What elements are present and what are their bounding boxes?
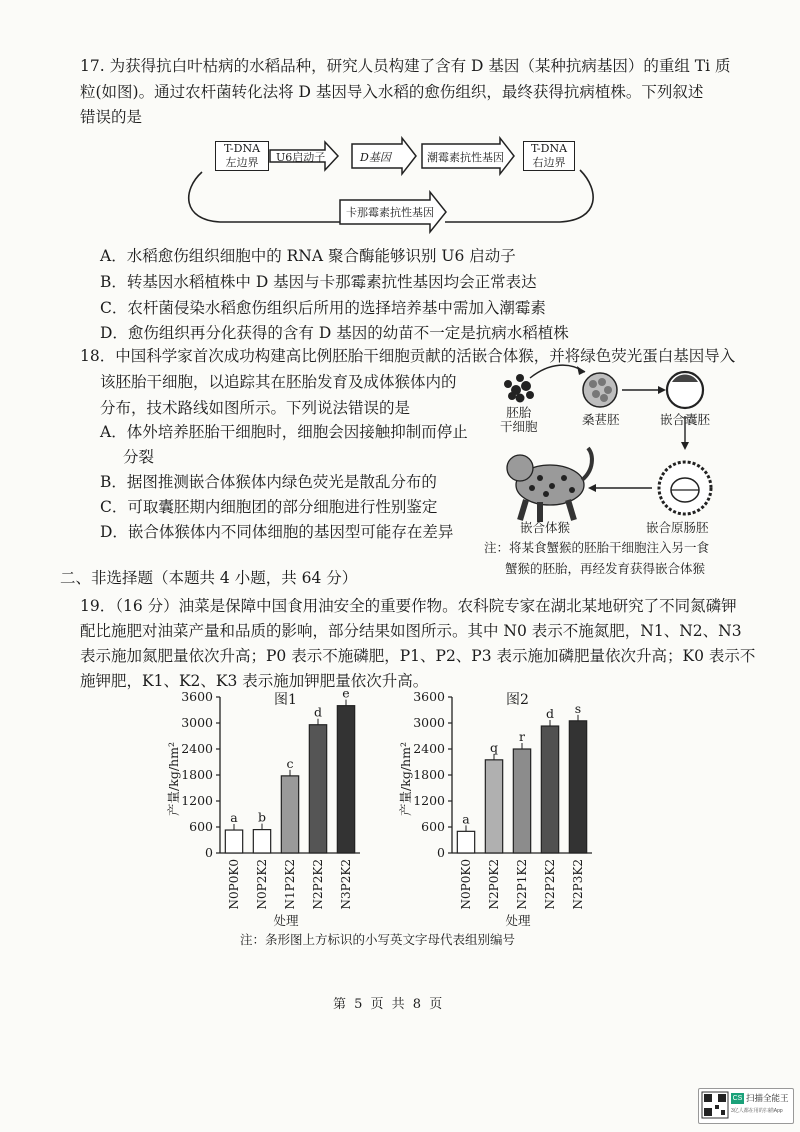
watermark-name: 扫描全能王 [746, 1093, 789, 1103]
tdna-right-label2: 右边界 [532, 156, 566, 169]
stem-cell-label [500, 406, 538, 434]
y-tick-label: 1800 [413, 767, 445, 782]
x-tick-label: N2P2K2 [543, 859, 557, 910]
chart-note: 注：条形图上方标识的小写英文字母代表组别编号 [240, 932, 516, 947]
q19-stem-line2: 配比施肥对油菜产量和品质的影响，部分结果如图所示。其中 N0 表示不施氮肥，N1、N2、N3 [80, 622, 742, 640]
q19-stem-line4: 施钾肥，K1、K2、K3 表示施加钾肥量依次升高。 [80, 672, 429, 690]
x-tick-label: N2P3K2 [571, 859, 585, 910]
gastrula-label: 嵌合原肠胚 [646, 520, 709, 535]
y-tick-label: 0 [437, 845, 445, 860]
bar [253, 830, 270, 853]
morula-label: 桑葚胚 [582, 412, 620, 427]
chimeric-monkey-icon [507, 448, 592, 522]
bar-label: r [519, 729, 525, 744]
chart-title: 图2 [506, 692, 529, 708]
x-tick-label: N3P2K2 [339, 859, 353, 910]
bar-label: c [286, 755, 294, 771]
q18-option-d: D．嵌合体猴体内不同体细胞的基因型可能存在差异 [100, 523, 454, 541]
figure-note-line2: 蟹猴的胚胎，再经发育获得嵌合体猴 [505, 561, 706, 576]
q17-option-b: B．转基因水稻植株中 D 基因与卡那霉素抗性基因均会正常表达 [100, 273, 537, 291]
gastrula-icon [659, 462, 711, 514]
bar [513, 749, 530, 853]
q18-stem-line1: 18．中国科学家首次成功构建高比例胚胎干细胞贡献的活嵌合体猴，并将绿色荧光蛋白基因导入 [80, 347, 736, 365]
stem-cell-cluster-icon [504, 374, 534, 403]
chart-fig2 [400, 690, 610, 930]
x-tick-label: N2P2K2 [311, 859, 325, 910]
figure-note-line1: 注：将某食蟹猴的胚胎干细胞注入另一食 [484, 540, 710, 555]
tdna-left-label1: T-DNA [223, 142, 261, 155]
bar-label: b [257, 809, 267, 825]
u6-promoter-label: U6启动子 [276, 151, 326, 164]
y-tick-label: 3600 [181, 689, 213, 704]
q17-option-a: A．水稻愈伤组织细胞中的 RNA 聚合酶能够识别 U6 启动子 [100, 247, 516, 265]
x-tick-label: N0P0K0 [227, 859, 241, 910]
bar [225, 830, 242, 853]
bar-label: a [462, 811, 470, 827]
q17-stem-line1: 17. 为获得抗白叶枯病的水稻品种，研究人员构建了含有 D 基因（某种抗病基因）的重组 Ti 质 [80, 57, 731, 75]
q19-stem-line3: 表示施加氮肥量依次升高；P0 表示不施磷肥，P1、P2、P3 表示施加磷肥量依次升高；K0 表示不 [80, 647, 756, 665]
bar [569, 721, 586, 853]
y-axis-label: 产量/kg/hm² [166, 742, 181, 816]
tdna-right-label1: T-DNA [530, 142, 568, 155]
q17-stem-line3: 错误的是 [80, 108, 143, 126]
y-tick-label: 600 [421, 819, 445, 834]
q18-option-a-line2: 分裂 [123, 448, 155, 466]
chart-fig1 [160, 685, 370, 930]
bar-label: s [574, 700, 582, 716]
page-footer: 第 5 页 共 8 页 [333, 997, 445, 1012]
scanner-watermark [698, 1088, 794, 1124]
blastocyst-icon [667, 372, 703, 408]
x-tick-label: N2P1K2 [515, 859, 529, 910]
stem-cell-label-2: 干细胞 [500, 419, 538, 434]
q19-stem-line1: 19．（16 分）油菜是保障中国食用油安全的重要作物。农科院专家在湖北某地研究了不同氮磷钾 [80, 597, 737, 615]
chart-title: 图1 [274, 692, 297, 708]
x-tick-label: N1P2K2 [283, 859, 297, 910]
tdna-left-border [215, 141, 269, 171]
bar-label: e [342, 685, 350, 701]
monkey-label: 嵌合体猴 [520, 520, 571, 535]
tdna-left-label2: 左边界 [225, 156, 259, 169]
loop-left [189, 172, 345, 222]
x-axis-label: 处理 [505, 913, 531, 928]
section-heading: 二、非选择题（本题共 4 小题，共 64 分） [60, 569, 358, 587]
morula-icon [583, 373, 617, 407]
chimera-svg [490, 360, 730, 540]
bar [281, 776, 298, 853]
bar [309, 725, 326, 853]
bar [457, 831, 474, 853]
y-tick-label: 1200 [413, 793, 445, 808]
d-gene-label: D基因 [360, 151, 391, 164]
q17-option-c: C．农杆菌侵染水稻愈伤组织后所用的选择培养基中需加入潮霉素 [100, 299, 546, 317]
x-tick-label: N0P0K0 [459, 859, 473, 910]
y-tick-label: 1800 [181, 767, 213, 782]
y-axis-label: 产量/kg/hm² [398, 742, 413, 816]
y-tick-label: 2400 [413, 741, 445, 756]
bar [337, 706, 354, 853]
bar [541, 726, 558, 853]
q18-option-b: B．据图推测嵌合体猴体内绿色荧光是散乱分布的 [100, 473, 437, 491]
y-tick-label: 600 [189, 819, 213, 834]
x-tick-label: N2P0K2 [487, 859, 501, 910]
x-tick-label: N0P2K2 [255, 859, 269, 910]
arrow-1 [530, 365, 585, 378]
stem-cell-label-1: 胚胎 [506, 405, 532, 420]
q18-option-a-line1: A．体外培养胚胎干细胞时，细胞会因接触抑制而停止 [100, 423, 468, 441]
cs-badge: CS [732, 1095, 743, 1102]
y-tick-label: 0 [205, 845, 213, 860]
bar-label: d [545, 706, 555, 722]
watermark-sub: 3亿人都在用的扫描App [731, 1108, 783, 1114]
bar-label: a [230, 810, 238, 826]
y-tick-label: 1200 [181, 793, 213, 808]
q18-stem-line2: 该胚胎干细胞，以追踪其在胚胎发育及成体猴体内的 [100, 373, 457, 391]
bar-label: q [489, 739, 499, 755]
q17-option-d: D．愈伤组织再分化获得的含有 D 基因的幼苗不一定是抗病水稻植株 [100, 324, 569, 342]
q18-stem-line3: 分布，技术路线如图所示。下列说法错误的是 [100, 399, 411, 417]
y-tick-label: 3600 [413, 689, 445, 704]
blastocyst-label: 嵌合囊胚 [660, 412, 711, 427]
kanamycin-gene-label: 卡那霉素抗性基因 [346, 206, 434, 219]
bar-label: d [313, 704, 323, 720]
bar [485, 760, 502, 853]
qr-code-icon [702, 1092, 728, 1118]
tdna-right-border [523, 141, 575, 171]
y-tick-label: 3000 [413, 715, 445, 730]
q18-option-c: C．可取囊胚期内细胞团的部分细胞进行性别鉴定 [100, 498, 438, 516]
x-axis-label: 处理 [273, 913, 299, 928]
y-tick-label: 2400 [181, 741, 213, 756]
q17-stem-line2: 粒(如图)。通过农杆菌转化法将 D 基因导入水稻的愈伤组织，最终获得抗病植株。下列叙述 [80, 83, 704, 101]
hygromycin-gene-label: 潮霉素抗性基因 [427, 151, 504, 164]
loop-right [445, 170, 593, 222]
y-tick-label: 3000 [181, 715, 213, 730]
